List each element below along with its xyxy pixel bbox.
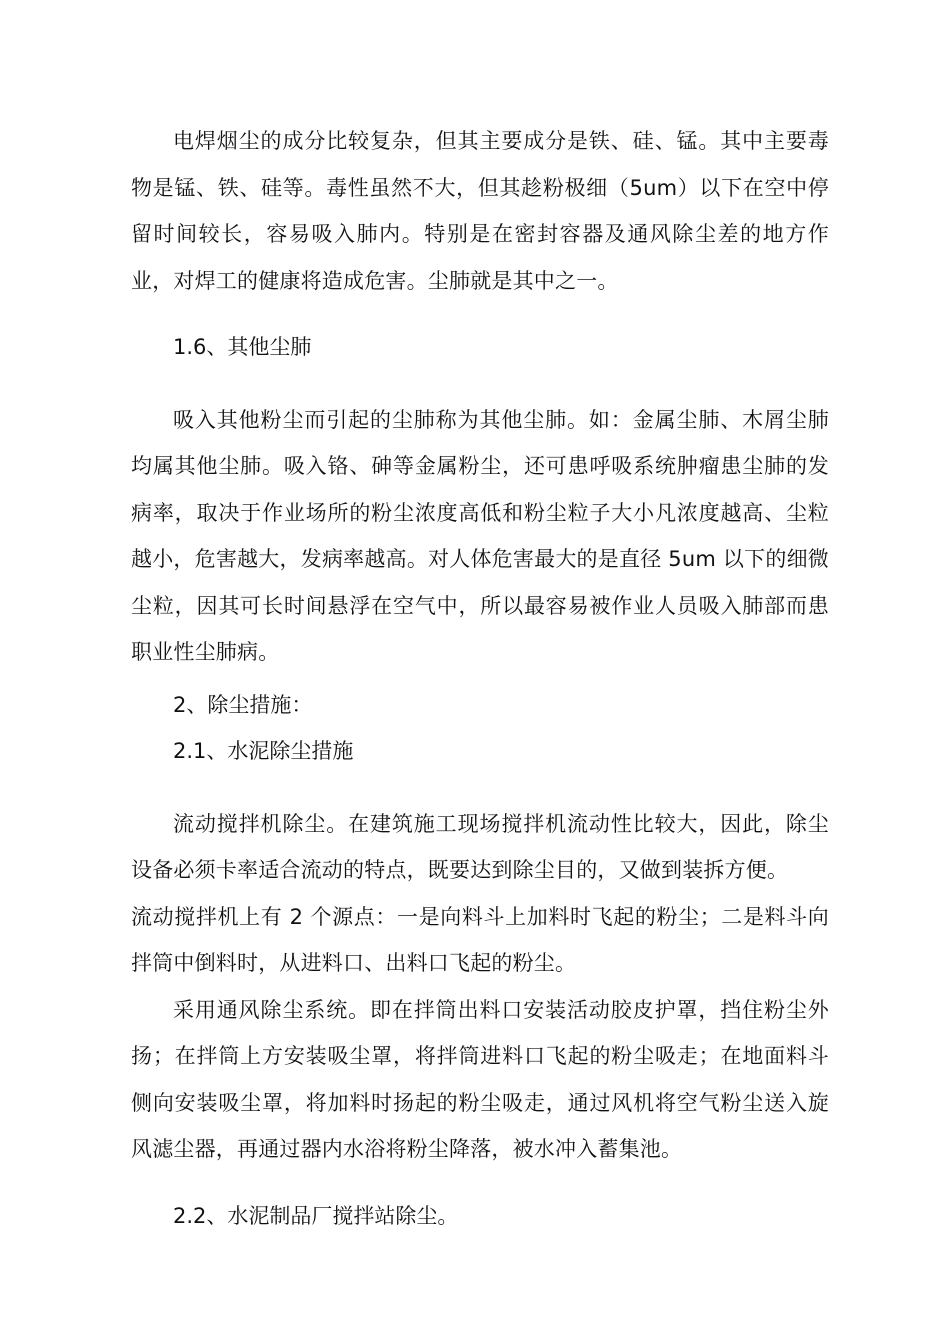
- paragraph-mixer-dust-sources: 流动搅拌机上有 2 个源点：一是向料斗上加料时飞起的粉尘；二是料斗向拌筒中倒料时，从进料口、出料口飞起的粉尘。: [131, 904, 829, 975]
- heading-2-1-cement-dust-removal: 2.1、水泥除尘措施: [173, 739, 354, 763]
- paragraph-mobile-mixer: 流动搅拌机除尘。在建筑施工现场搅拌机流动性比较大，因此，除尘设备必须卡率适合流动的特点，既要达到除尘目的，又做到装拆方便。: [131, 811, 829, 882]
- document-body: [131, 118, 829, 1239]
- heading-2-2-mixing-station: 2.2、水泥制品厂搅拌站除尘。: [173, 1203, 459, 1228]
- heading-2-dust-removal-measures: 2、除尘措施：: [173, 692, 313, 717]
- heading-1-6-other-pneumoconiosis: 1.6、其他尘肺: [173, 335, 312, 359]
- paragraph-other-pneumoconiosis: 吸入其他粉尘而引起的尘肺称为其他尘肺。如：金属尘肺、木屑尘肺均属其他尘肺。吸入铬、砷等金属粉尘，还可患呼吸系统肿瘤患尘肺的发病率，取决于作业场所的粉尘浓度高低和粉尘粒子大小凡浓度越高、尘粒越小，危害越大，发病率越高。对人体危害最大的是直径 5um 以下的细微尘粒，因其可长时间悬浮在空气中，所以最容易被作业人员吸入肺部而患职业性尘肺病。: [131, 407, 829, 664]
- paragraph-welding-fume: 电焊烟尘的成分比较复杂，但其主要成分是铁、硅、锰。其中主要毒物是锰、铁、硅等。毒性虽然不大，但其趁粉极细（5um）以下在空中停留时间较长，容易吸入肺内。特别是在密封容器及通风除尘差的地方作业，对焊工的健康将造成危害。尘肺就是其中之一。: [131, 129, 829, 293]
- paragraph-ventilation-system: 采用通风除尘系统。即在拌筒出料口安装活动胶皮护罩，挡住粉尘外扬；在拌筒上方安装吸尘罩，将拌筒进料口飞起的粉尘吸走；在地面料斗侧向安装吸尘罩，将加料时扬起的粉尘吸走，通过风机将空气粉尘送入旋风滤尘器，再通过器内水浴将粉尘降落，被水冲入蓄集池。: [131, 997, 829, 1161]
